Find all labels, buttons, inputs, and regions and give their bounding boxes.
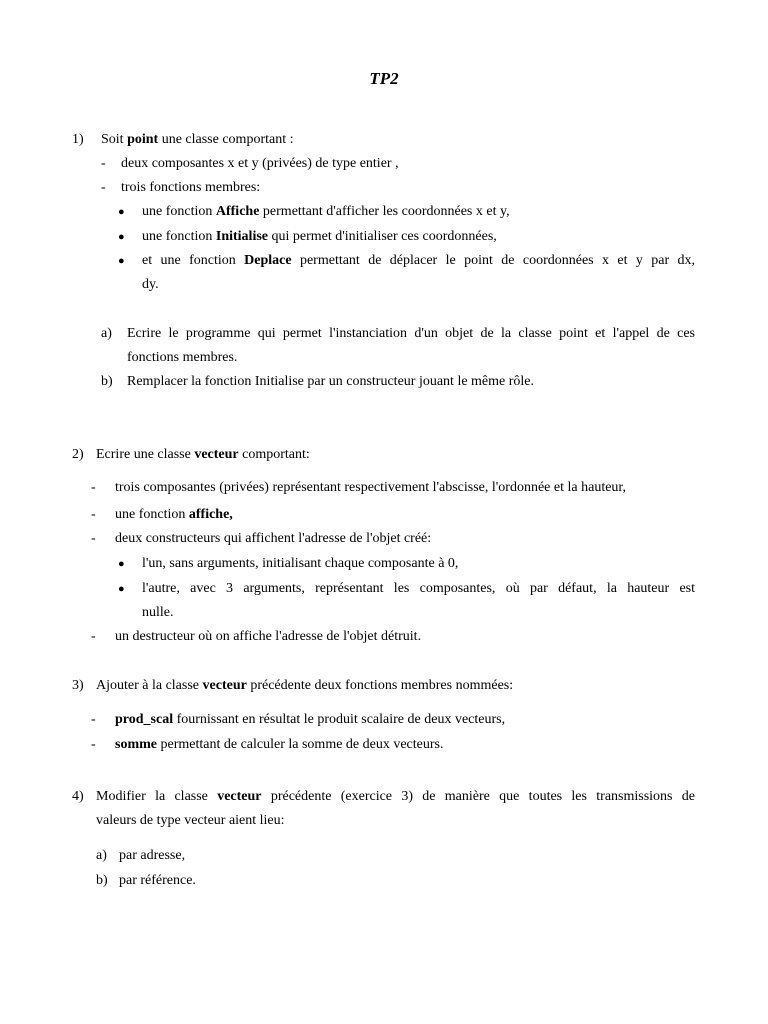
exercise-4-intro-cont: valeurs de type vecteur aient lieu: bbox=[96, 813, 285, 828]
exercise-4-number: 4) bbox=[72, 789, 84, 804]
bullet-icon: ● bbox=[118, 231, 125, 243]
exercise-4-option-address: par adresse, bbox=[119, 848, 186, 863]
dash-marker: - bbox=[91, 531, 96, 546]
exercise-3-item-somme: somme permettant de calculer la somme de deux vecteurs. bbox=[115, 737, 444, 752]
bullet-icon: ● bbox=[118, 255, 125, 267]
exercise-1-bullet-deplace: et une fonction Deplace permettant de déplacer le point de coordonnées x et y par dx, bbox=[142, 253, 696, 268]
dash-marker: - bbox=[101, 156, 106, 171]
exercise-3-intro: Ajouter à la classe vecteur précédente deux fonctions membres nommées: bbox=[96, 678, 514, 693]
dash-marker: - bbox=[91, 480, 96, 495]
exercise-4-intro: Modifier la classe vecteur précédente (exercice 3) de manière que toutes les transmissions de bbox=[96, 789, 696, 804]
exercise-1-bullet-initialise: une fonction Initialise qui permet d'initialiser ces coordonnées, bbox=[142, 229, 497, 244]
dash-marker: - bbox=[91, 712, 96, 727]
question-a-label: a) bbox=[101, 326, 112, 341]
bullet-icon: ● bbox=[118, 206, 125, 218]
exercise-2-number: 2) bbox=[72, 447, 84, 462]
exercise-2-bullet-three-args: l'autre, avec 3 arguments, représentant les composantes, où par défaut, la hauteur est bbox=[142, 581, 695, 596]
exercise-3-number: 3) bbox=[72, 678, 84, 693]
question-b-label: b) bbox=[101, 374, 113, 389]
page-title: TP2 bbox=[369, 69, 399, 88]
exercise-1-item-components: deux composantes x et y (privées) de type entier , bbox=[121, 156, 399, 171]
dash-marker: - bbox=[101, 180, 106, 195]
exercise-1-bullet-deplace-cont: dy. bbox=[142, 277, 159, 292]
exercise-3-item-prod-scal: prod_scal fournissant en résultat le produit scalaire de deux vecteurs, bbox=[115, 712, 506, 727]
exercise-1-question-a-cont: fonctions membres. bbox=[127, 350, 238, 365]
bullet-icon: ● bbox=[118, 583, 125, 595]
exercise-2-item-destructor: un destructeur où on affiche l'adresse de l'objet détruit. bbox=[115, 629, 422, 644]
exercise-1-item-functions: trois fonctions membres: bbox=[121, 180, 261, 195]
exercise-1-intro: Soit point une classe comportant : bbox=[101, 132, 294, 147]
dash-marker: - bbox=[91, 507, 96, 522]
dash-marker: - bbox=[91, 737, 96, 752]
exercise-4-option-reference: par référence. bbox=[119, 873, 196, 888]
exercise-1-number: 1) bbox=[72, 132, 84, 147]
option-b-label: b) bbox=[96, 873, 108, 888]
exercise-1-bullet-affiche: une fonction Affiche permettant d'afficher les coordonnées x et y, bbox=[142, 204, 510, 219]
bullet-icon: ● bbox=[118, 558, 125, 570]
option-a-label: a) bbox=[96, 848, 107, 863]
exercise-2-item-components: trois composantes (privées) représentant respectivement l'abscisse, l'ordonnée et la hauteur, bbox=[115, 480, 627, 495]
dash-marker: - bbox=[91, 629, 96, 644]
exercise-1-question-a: Ecrire le programme qui permet l'instanciation d'un objet de la classe point et l'appel de ces bbox=[127, 326, 695, 341]
exercise-2-item-constructors: deux constructeurs qui affichent l'adresse de l'objet créé: bbox=[115, 531, 432, 546]
exercise-2-bullet-default: l'un, sans arguments, initialisant chaque composante à 0, bbox=[142, 556, 459, 571]
exercise-2-intro: Ecrire une classe vecteur comportant: bbox=[96, 447, 310, 462]
exercise-1-question-b: Remplacer la fonction Initialise par un constructeur jouant le même rôle. bbox=[127, 374, 535, 389]
exercise-2-bullet-three-args-cont: nulle. bbox=[142, 605, 174, 620]
exercise-2-item-affiche: une fonction affiche, bbox=[115, 507, 233, 522]
